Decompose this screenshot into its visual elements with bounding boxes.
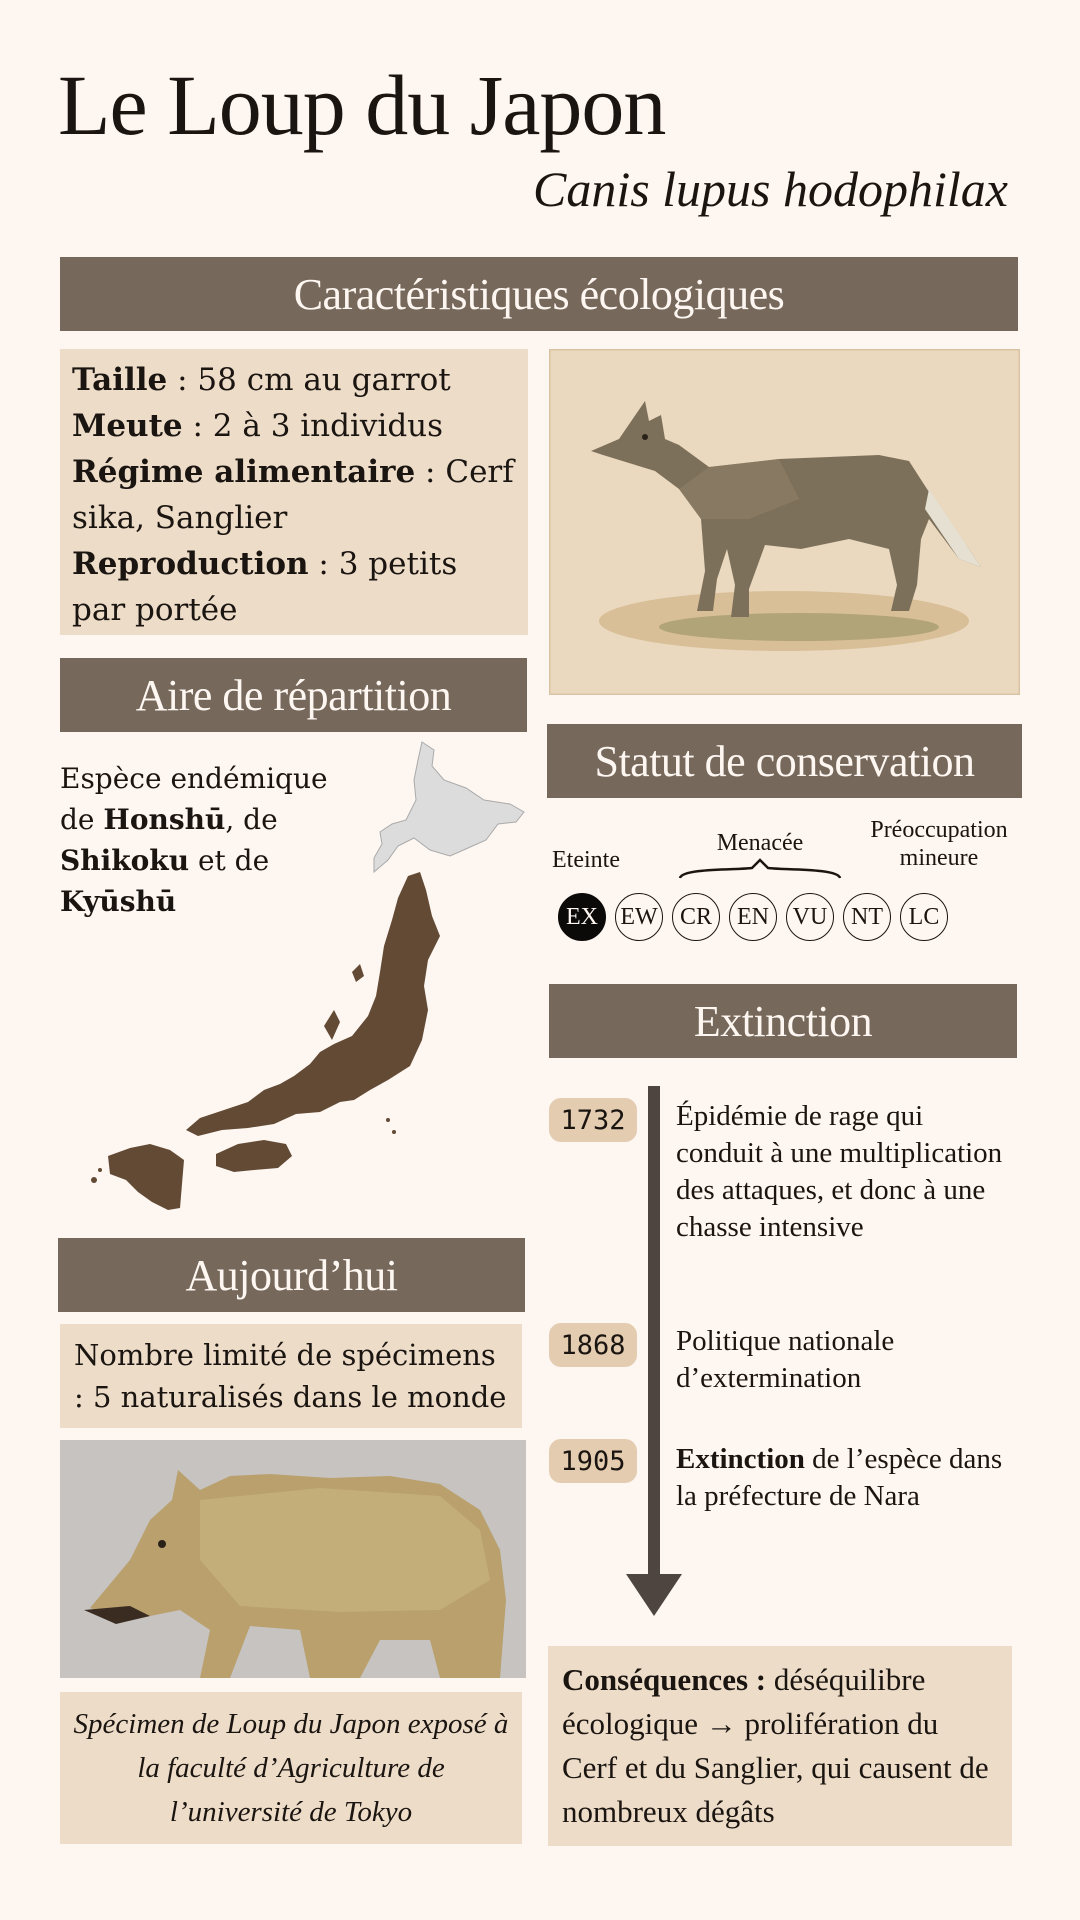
consequences-label: Conséquences :: [562, 1662, 767, 1697]
kyushu-shape: [108, 1144, 184, 1210]
honshu-shape: [186, 872, 440, 1136]
place-honshu: Honshū: [103, 803, 226, 836]
specimen-photo: [60, 1440, 526, 1678]
specimen-caption: Spécimen de Loup du Japon exposé à la faculté d’Agriculture de l’université de Tokyo: [60, 1692, 522, 1844]
place-kyushu: Kyūshū: [60, 885, 177, 918]
hokkaido-shape: [374, 742, 524, 872]
consequences-box: [548, 1646, 1012, 1846]
shikoku-shape: [216, 1140, 292, 1172]
wolf-illustration: [549, 349, 1020, 695]
year-1868: 1868: [549, 1323, 637, 1367]
label-threatened: Menacée: [716, 830, 804, 856]
label-extinct: Eteinte: [552, 847, 620, 873]
trait-diet: Régime alimentaire : Cerf sika, Sanglier: [72, 454, 514, 536]
year-1905: 1905: [549, 1439, 637, 1483]
threatened-brace: [678, 858, 842, 882]
status-vu: VU: [786, 893, 834, 941]
range-header: Aire de répartition: [60, 658, 527, 732]
status-en: EN: [729, 893, 777, 941]
scientific-name: Canis lupus hodophilax: [532, 161, 1008, 217]
event-1868: Politique nationale d’extermination: [676, 1325, 895, 1394]
consequences-text: déséquilibre écologique → prolifération du Cerf et du Sanglier, qui causent de nombreux dégâts: [562, 1662, 989, 1829]
status-nt: NT: [843, 893, 891, 941]
status-lc: LC: [900, 893, 948, 941]
label-least-concern: Préoccupation mineure: [870, 817, 1008, 871]
status-cr: CR: [672, 893, 720, 941]
status-header: Statut de conservation: [547, 724, 1022, 798]
traits-box: [60, 349, 528, 635]
trait-reproduction: Reproduction : 3 petits par portée: [72, 546, 458, 628]
wolf-drawing: [549, 349, 1020, 695]
event-1905: Extinction de l’espèce dans la préfecture de Nara: [676, 1443, 1003, 1512]
status-ex: EX: [558, 893, 606, 941]
today-text: Nombre limité de spécimens : 5 naturalisés dans le monde: [60, 1324, 522, 1428]
year-1732: 1732: [549, 1098, 637, 1142]
ecology-header: Caractéristiques écologiques: [60, 257, 1018, 331]
status-ew: EW: [615, 893, 663, 941]
page-title: Le Loup du Japon: [58, 57, 666, 153]
today-header: Aujourd’hui: [58, 1238, 525, 1312]
trait-pack: Meute : 2 à 3 individus: [72, 408, 444, 444]
japan-map: [88, 740, 528, 1210]
place-shikoku: Shikoku: [60, 844, 190, 877]
trait-size: Taille : 58 cm au garrot: [72, 362, 451, 398]
status-scale: [558, 893, 948, 941]
extinction-header: Extinction: [549, 984, 1017, 1058]
event-1732: Épidémie de rage qui conduit à une multiplication des attaques, et donc à une chasse intensive: [676, 1100, 1003, 1243]
range-text: Espèce endémique de Honshū, de Shikoku et de Kyūshū: [60, 762, 328, 918]
